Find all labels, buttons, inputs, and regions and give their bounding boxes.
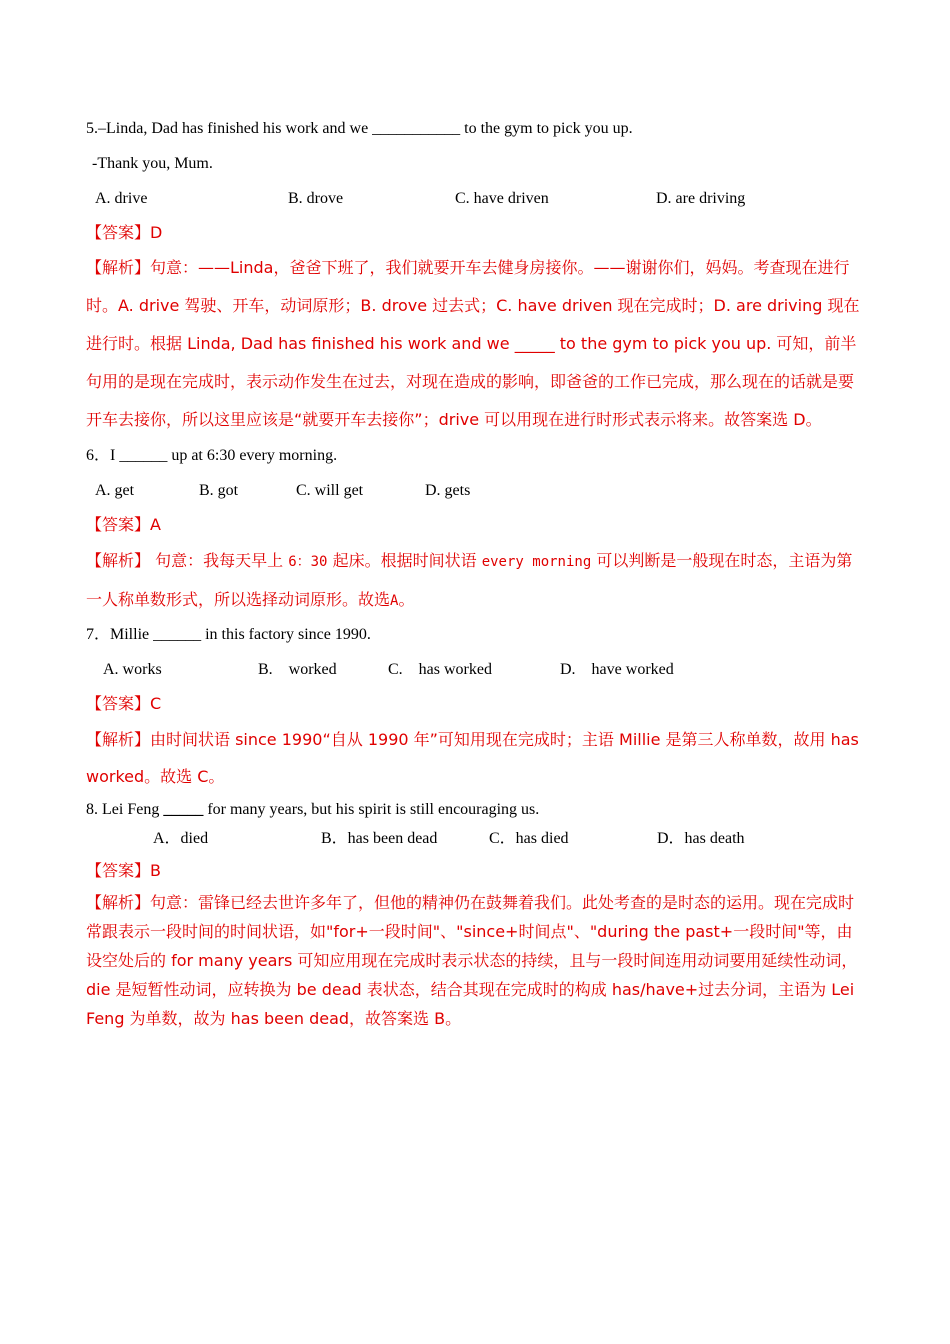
q7-option-b: B. worked xyxy=(258,661,337,678)
q8-option-c: C．has died xyxy=(489,830,569,847)
q5-option-b: B. drove xyxy=(288,190,344,207)
question-5-stem: 5.–Linda, Dad has finished his work and we ___________ to the gym to pick you up. xyxy=(86,120,633,137)
q8-option-a: A．died xyxy=(153,830,209,847)
q7-option-c: C. has worked xyxy=(388,661,492,678)
q5-analysis: 【解析】句意：——Linda，爸爸下班了，我们就要开车去健身房接你。——谢谢你们，妈妈。考查现在进行时。A. drive 驾驶、开车，动词原形；B. drove 过去式；C. have driven 现在完成时；D. are driving 现在进行时。根据 Linda, Dad has finished his work and we _____ to the gym to pick you up. 可知，前半句用的是现在完成时，表示动作发生在过去，对现在造成的影响，即爸爸的工作已完成，那么现在的话就是要开车去接你，所以这里应该是“就要开车去接你”；drive 可以用现在进行时形式表示将来。故答案选 D。 xyxy=(86,258,860,429)
q7-analysis: 【解析】由时间状语 since 1990“自从 1990 年”可知用现在完成时；主语 Millie 是第三人称单数，故用 has worked。故选 C。 xyxy=(86,730,859,786)
question-7-stem: 7．Millie ______ in this factory since 1990. xyxy=(86,626,371,643)
q8-option-b: B．has been dead xyxy=(321,830,438,847)
q6-option-a: A. get xyxy=(95,482,135,499)
q7-option-d: D. have worked xyxy=(560,661,674,678)
q6-answer: 【答案】A xyxy=(86,515,161,534)
q6-option-c: C. will get xyxy=(296,482,364,499)
q8-option-d: D．has death xyxy=(657,830,745,847)
question-5-reply: -Thank you, Mum. xyxy=(92,155,213,172)
q6-analysis: 【解析】 句意：我每天早上 6：30 起床。根据时间状语 every morning 可以判断是一般现在时态，主语为第一人称单数形式，所以选择动词原形。故选A。 xyxy=(86,551,853,609)
q5-option-d: D. are driving xyxy=(656,190,746,207)
q7-option-a: A. works xyxy=(103,661,162,678)
q7-answer: 【答案】C xyxy=(86,694,162,713)
q6-option-d: D. gets xyxy=(425,482,471,499)
q8-answer: 【答案】B xyxy=(86,861,161,880)
q6-option-b: B. got xyxy=(199,482,239,499)
q5-option-a: A. drive xyxy=(95,190,148,207)
q5-option-c: C. have driven xyxy=(455,190,549,207)
q8-analysis: 【解析】句意：雷锋已经去世许多年了，但他的精神仍在鼓舞着我们。此处考查的是时态的运用。现在完成时常跟表示一段时间的时间状语，如"for+一段时间"、"since+时间点"、"during the past+一段时间"等，由设空处后的 for many years 可知应用现在完成时表示状态的持续，且与一段时间连用动词要用延续性动词，die 是短暂性动词，应转换为 be dead 表状态，结合其现在完成时的构成 has/have+过去分词，主语为 Lei Feng 为单数，故为 has been dead，故答案选 B。 xyxy=(86,893,858,1028)
question-8-stem: 8. Lei Feng _____ for many years, but his spirit is still encouraging us. xyxy=(86,801,540,818)
question-6-stem: 6．I ______ up at 6:30 every morning. xyxy=(86,447,338,464)
q5-answer: 【答案】D xyxy=(86,223,163,242)
